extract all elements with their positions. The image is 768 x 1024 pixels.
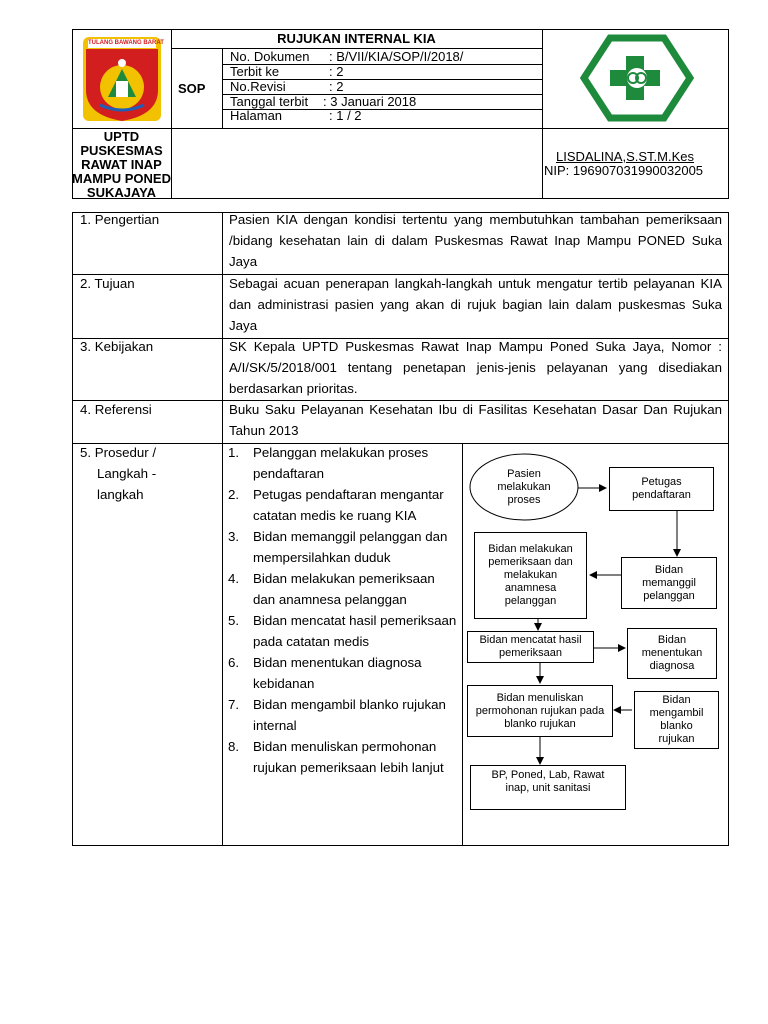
flow-exam-text: Bidan melakukan pemeriksaan dan melakukan anamnesa pelanggan bbox=[488, 543, 573, 607]
step-number: 2. bbox=[228, 487, 240, 502]
step-number: 7. bbox=[228, 697, 240, 712]
flow-exam bbox=[474, 532, 587, 619]
flow-start-text: Pasien melakukan proses bbox=[497, 467, 551, 506]
step-number: 5. bbox=[228, 613, 240, 628]
doc-field-label: Terbit ke bbox=[230, 64, 280, 79]
step-text: Bidan menentukan diagnosa kebidanan bbox=[253, 655, 422, 691]
org-name-line: RAWAT INAP bbox=[81, 157, 162, 172]
doc-field-label: Halaman bbox=[230, 108, 283, 123]
flow-record bbox=[467, 631, 594, 663]
flow-destination-text: BP, Poned, Lab, Rawat inap, unit sanitasi bbox=[491, 769, 605, 794]
flow-destination bbox=[470, 765, 626, 810]
flow-start bbox=[478, 461, 570, 513]
step-text: Bidan mencatat hasil pemeriksaan pada catatan medis bbox=[253, 613, 457, 649]
flow-registration bbox=[609, 467, 714, 511]
flow-write-text: Bidan menuliskan permohonan rujukan pada blanko rujukan bbox=[475, 691, 605, 730]
signer-nip: NIP: 196907031990032005 bbox=[544, 163, 704, 178]
doc-field-value: : 2 bbox=[329, 79, 344, 94]
signer-name: LISDALINA,S.ST.M.Kes bbox=[556, 149, 694, 164]
org-name-line: UPTD bbox=[103, 129, 140, 144]
step-number: 3. bbox=[228, 529, 240, 544]
procedure-label: 5. Prosedur / bbox=[80, 445, 157, 460]
org-name-line: MAMPU PONED bbox=[72, 171, 171, 186]
flow-take-form bbox=[634, 691, 719, 749]
flow-call-text: Bidan memanggil pelanggan bbox=[642, 563, 696, 602]
procedure-label: Langkah - bbox=[97, 466, 157, 481]
section-label: 3. Kebijakan bbox=[80, 339, 154, 354]
section-text: Buku Saku Pelayanan Kesehatan Ibu di Fasilitas Kesehatan Dasar Dan Rujukan Tahun 2013 bbox=[229, 402, 722, 438]
doc-field-value: : B/VII/KIA/SOP/I/2018/ bbox=[329, 49, 464, 64]
flow-diagnose bbox=[627, 628, 717, 679]
step-text: Bidan menuliskan permohonan rujukan pemeriksaan lebih lanjut bbox=[253, 739, 444, 775]
logo-banner-text: TULANG BAWANG BARAT bbox=[88, 40, 164, 46]
doc-field-label: Tanggal terbit bbox=[230, 94, 309, 109]
flow-record-text: Bidan mencatat hasil pemeriksaan bbox=[479, 634, 582, 659]
procedure-label: langkah bbox=[97, 487, 144, 502]
section-text: Sebagai acuan penerapan langkah-langkah untuk mengatur tertib pelayanan KIA dan administrasi pasien yang akan di rujuk bagian lain dalam puskesmas Suka Jaya bbox=[229, 276, 722, 333]
flow-take-form-text: Bidan mengambil blanko rujukan bbox=[649, 694, 704, 745]
step-number: 8. bbox=[228, 739, 240, 754]
section-label: 4. Referensi bbox=[80, 402, 152, 417]
doc-field-value: : 2 bbox=[329, 64, 344, 79]
doc-field-label: No. Dokumen bbox=[230, 49, 310, 64]
doc-field-label: No.Revisi bbox=[230, 79, 286, 94]
sop-label: SOP bbox=[178, 81, 206, 96]
step-text: Pelanggan melakukan proses pendaftaran bbox=[253, 445, 429, 481]
step-number: 1. bbox=[228, 445, 240, 460]
flow-write bbox=[467, 685, 613, 737]
org-name-line: SUKAJAYA bbox=[86, 185, 157, 200]
doc-field-value: : 1 / 2 bbox=[329, 108, 362, 123]
step-text: Bidan memanggil pelanggan dan mempersilahkan duduk bbox=[253, 529, 448, 565]
step-number: 4. bbox=[228, 571, 240, 586]
step-number: 6. bbox=[228, 655, 240, 670]
flow-call bbox=[621, 557, 717, 609]
section-text: Pasien KIA dengan kondisi tertentu yang membutuhkan tambahan pemeriksaan /bidang kesehatan lain di dalam Puskesmas Rawat Inap Mampu PONED Suka Jaya bbox=[229, 212, 722, 269]
step-text: Bidan melakukan pemeriksaan dan anamnesa pelanggan bbox=[253, 571, 435, 607]
doc-field-value: : 3 Januari 2018 bbox=[323, 94, 417, 109]
section-label: 2. Tujuan bbox=[80, 276, 135, 291]
flow-diagnose-text: Bidan menentukan diagnosa bbox=[641, 634, 703, 672]
document-title: RUJUKAN INTERNAL KIA bbox=[277, 31, 436, 46]
section-label: 1. Pengertian bbox=[80, 212, 160, 227]
step-text: Bidan mengambil blanko rujukan internal bbox=[253, 697, 446, 733]
section-text: SK Kepala UPTD Puskesmas Rawat Inap Mampu Poned Suka Jaya, Nomor : A/I/SK/5/2018/001 tentang penetapan jenis-jenis pelayanan yang disediakan berdasarkan prioritas. bbox=[229, 339, 722, 396]
flow-registration-text: Petugas pendaftaran bbox=[632, 476, 691, 501]
org-name-line: PUSKESMAS bbox=[80, 143, 163, 158]
step-text: Petugas pendaftaran mengantar catatan medis ke ruang KIA bbox=[253, 487, 444, 523]
